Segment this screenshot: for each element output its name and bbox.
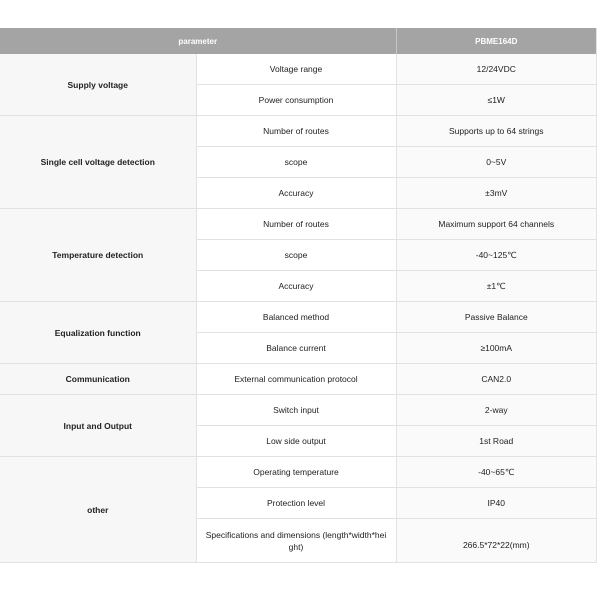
param-low-side-output: Low side output [196, 426, 396, 457]
table-row [0, 54, 596, 85]
value-balance-current: ≥100mA [396, 333, 596, 364]
value-dimensions: 266.5*72*22(mm) [462, 539, 530, 550]
value-voltage-range: 12/24VDC [396, 54, 596, 85]
value-cell-scope: 0~5V [396, 147, 596, 178]
spec-table-container [0, 28, 597, 563]
group-temperature-detection: Temperature detection [0, 209, 196, 302]
group-equalization-function: Equalization function [0, 302, 196, 364]
param-dimensions: Specifications and dimensions (length*width*height) [196, 519, 396, 563]
param-switch-input: Switch input [196, 395, 396, 426]
group-communication: Communication [0, 364, 196, 395]
value-temp-accuracy: ±1℃ [396, 271, 596, 302]
param-power-consumption: Power consumption [196, 85, 396, 116]
table-row [0, 116, 596, 147]
value-temp-routes: Maximum support 64 channels [396, 209, 596, 240]
param-cell-accuracy: Accuracy [196, 178, 396, 209]
value-cell-accuracy: ±3mV [396, 178, 596, 209]
group-supply-voltage: Supply voltage [0, 54, 196, 116]
table-row [0, 302, 596, 333]
table-row [0, 364, 596, 395]
group-other: other [0, 457, 196, 563]
table-header-row [0, 28, 596, 54]
value-balanced-method: Passive Balance [396, 302, 596, 333]
group-single-cell-voltage: Single cell voltage detection [0, 116, 196, 209]
value-cell-routes: Supports up to 64 strings [396, 116, 596, 147]
value-low-side-output: 1st Road [396, 426, 596, 457]
param-voltage-range: Voltage range [196, 54, 396, 85]
header-parameter: parameter [0, 28, 396, 54]
param-temp-scope: scope [196, 240, 396, 271]
value-temp-scope: -40~125℃ [396, 240, 596, 271]
header-model: PBME164D [396, 28, 596, 54]
table-row [0, 395, 596, 426]
param-operating-temperature: Operating temperature [196, 457, 396, 488]
value-comm-protocol: CAN2.0 [396, 364, 596, 395]
table-row [0, 457, 596, 488]
param-balance-current: Balance current [196, 333, 396, 364]
param-temp-accuracy: Accuracy [196, 271, 396, 302]
value-protection-level: IP40 [396, 488, 596, 519]
value-operating-temperature: -40~65℃ [396, 457, 596, 488]
param-temp-routes: Number of routes [196, 209, 396, 240]
value-power-consumption: ≤1W [396, 85, 596, 116]
param-comm-protocol: External communication protocol [196, 364, 396, 395]
spec-table [0, 28, 596, 563]
value-switch-input: 2-way [396, 395, 596, 426]
group-input-output: Input and Output [0, 395, 196, 457]
param-protection-level: Protection level [196, 488, 396, 519]
param-cell-scope: scope [196, 147, 396, 178]
table-row [0, 209, 596, 240]
value-dimensions-cell [396, 519, 596, 563]
param-cell-routes: Number of routes [196, 116, 396, 147]
param-balanced-method: Balanced method [196, 302, 396, 333]
